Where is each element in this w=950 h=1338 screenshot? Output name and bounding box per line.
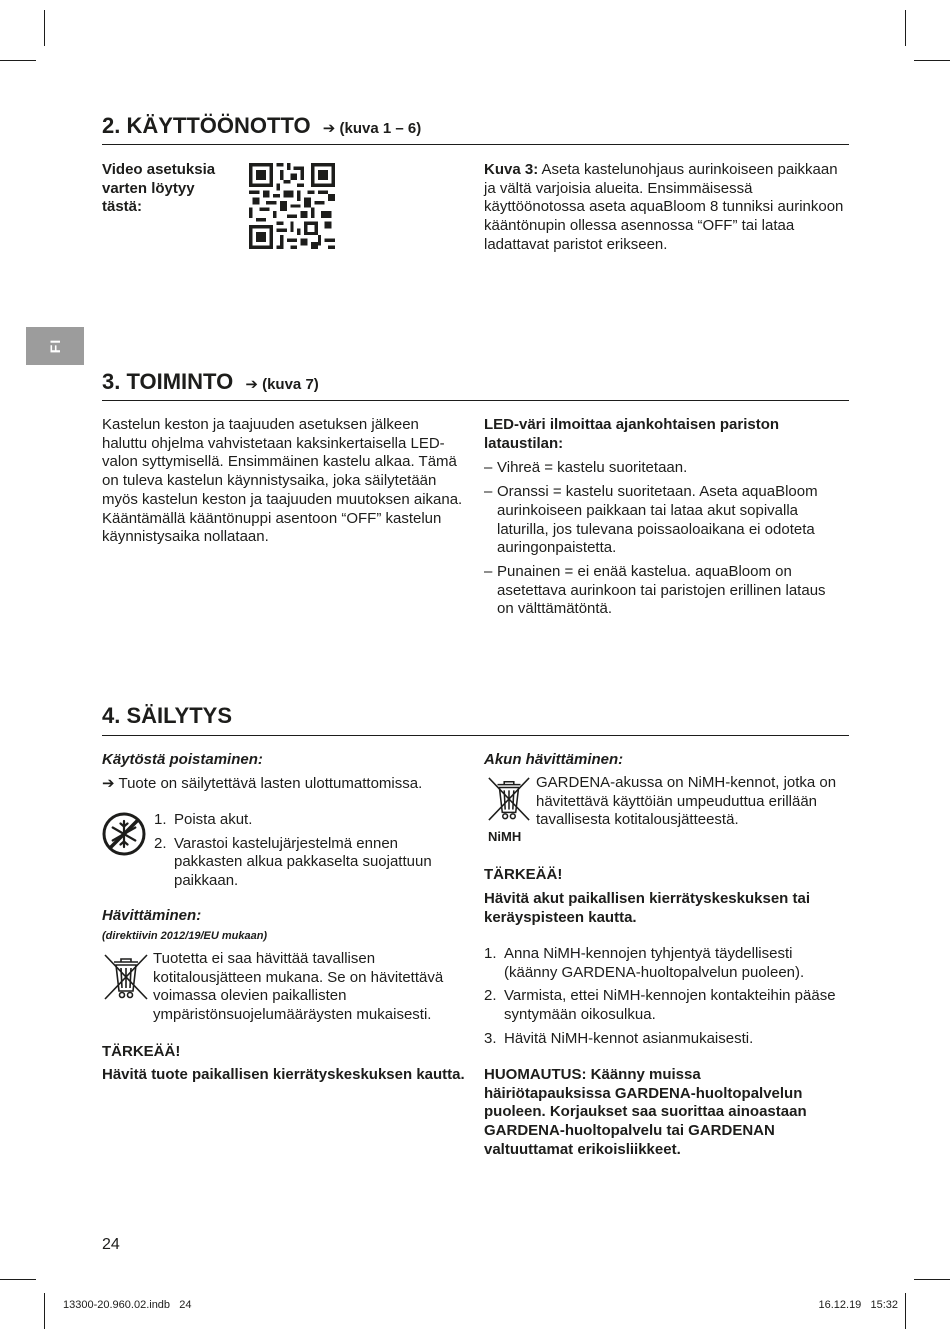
section-4-heading: 4. SÄILYTYS: [102, 703, 233, 728]
decommission-sentence: Tuote on säilytettävä lasten ulottumattomissa.: [118, 775, 423, 792]
kuva3-label: Kuva 3:: [484, 161, 539, 178]
section-rule: [102, 144, 849, 145]
decommission-text: [102, 775, 467, 794]
crossed-bin-icon: [102, 951, 150, 1003]
led-list: [484, 459, 846, 619]
important-text: Hävitä akut paikallisen kierrätyskeskuksen tai keräyspisteen kautta.: [484, 890, 811, 926]
battery-steps: [484, 945, 846, 1054]
service-note: HUOMAUTUS: Käänny muissa häiriötapauksissa GARDENA-huoltopalvelun puoleen. Korjaukset saa suorittaa ainoastaan GARDENA-huoltopalvelu tai GARDENAN valtuuttamat erikoisliikkeet.: [484, 1066, 807, 1158]
crop-mark: [0, 60, 36, 61]
section-rule: [102, 400, 849, 401]
section-2-title: [102, 113, 421, 139]
print-date: 16.12.19 15:32: [818, 1299, 898, 1311]
disposal-directive: (direktiivin 2012/19/EU mukaan): [102, 930, 268, 942]
step-text: Poista akut.: [174, 811, 253, 828]
battery-text: GARDENA-akussa on NiMH-kennot, jotka on hävitettävä käyttöiän umpeuduttua erillään tavallisesta kotitalousjätteestä.: [536, 774, 837, 829]
qr-code-icon: [249, 163, 335, 249]
battery-bin-icon: [486, 774, 532, 824]
important-label: TÄRKEÄÄ!: [484, 866, 563, 883]
page-number: 24: [102, 1236, 120, 1253]
battery-disposal-heading: Akun hävittäminen:: [484, 751, 624, 768]
crop-mark: [905, 1293, 906, 1329]
step-number: 2.: [154, 834, 167, 852]
section-3-title: [102, 369, 319, 395]
list-item: [154, 811, 467, 830]
crop-mark: [0, 1279, 36, 1280]
list-item: [154, 835, 467, 891]
crop-mark: [905, 10, 906, 46]
crop-mark: [44, 1293, 45, 1329]
no-frost-icon: [101, 811, 147, 857]
decommission-heading: Käytöstä poistaminen:: [102, 751, 263, 768]
step-text: Varmista, ettei NiMH-kennojen kontakteihin pääse syntymään oikosulkua.: [504, 987, 836, 1024]
important-text: Hävitä tuote paikallisen kierrätyskeskuksen kautta.: [102, 1066, 465, 1083]
section-3-ref: [245, 376, 318, 393]
language-tab: [26, 327, 84, 365]
step-text: Hävitä NiMH-kennot asianmukaisesti.: [504, 1029, 754, 1047]
step-text: Anna NiMH-kennojen tyhjentyä täydellisesti (käänny GARDENA-huoltopalvelun puoleen).: [504, 945, 805, 981]
section-4-title: [102, 703, 232, 729]
video-label: Video asetuksia varten löytyy tästä:: [102, 161, 216, 216]
list-item: [484, 987, 846, 1024]
crop-mark: [914, 1279, 950, 1280]
arrow-icon: ➔: [245, 376, 258, 393]
disposal-text: Tuotetta ei saa hävittää tavallisen kotitalousjätteen mukana. Se on hävitettävä voimassa olevien paikallisten ympäristönsuojelumääräysten mukaisesti.: [153, 950, 444, 1024]
arrow-icon: ➔: [322, 120, 336, 137]
list-item: [484, 1030, 846, 1049]
step-text: Varastoi kastelujärjestelmä ennen pakkasten alkua pakkaselta suojattuun paikkaan.: [174, 834, 432, 890]
storage-steps: [154, 811, 467, 896]
section-2-heading: 2. KÄYTTÖÖNOTTO: [102, 113, 311, 138]
figure-ref: (kuva 7): [262, 376, 319, 393]
led-info: [484, 416, 846, 624]
crop-mark: [914, 60, 950, 61]
disposal-heading: Hävittäminen:: [102, 907, 202, 924]
section-3-heading: 3. TOIMINTO: [102, 369, 234, 394]
section-rule: [102, 735, 849, 736]
language-code: FI: [47, 338, 63, 354]
step-number: 3.: [484, 1029, 497, 1047]
print-file-info: 13300-20.960.02.indb 24: [63, 1299, 192, 1311]
kuva3-paragraph: [484, 161, 846, 255]
figure-ref: (kuva 1 – 6): [339, 120, 422, 137]
step-number: 2.: [484, 987, 497, 1005]
arrow-icon: ➔: [102, 775, 115, 792]
led-heading: LED-väri ilmoittaa ajankohtaisen pariston lataustilan:: [484, 416, 780, 452]
list-item: – Punainen = ei enää kastelua. aquaBloom on asetettava aurinkoon tai paristojen erillinen lataus on välttämätöntä.: [484, 563, 846, 619]
section-2-ref: [323, 120, 421, 137]
list-item: – Vihreä = kastelu suoritetaan.: [484, 459, 846, 478]
important-label: TÄRKEÄÄ!: [102, 1043, 181, 1060]
list-item: [484, 945, 846, 982]
step-number: 1.: [154, 811, 167, 828]
nimh-label: NiMH: [488, 829, 522, 844]
function-paragraph: Kastelun keston ja taajuuden asetuksen jälkeen haluttu ohjelma vahvistetaan kaksinkertaisella LED-valon syttymisellä. Ensimmäinen kastelu alkaa. Tämä on tuleva kastelun käynnistysaika, joka säilytetään myös kastelun keston ja taajuuden muutoksen aikana. Kääntämällä kääntönuppi asentoon “OFF” kastelun käynnistysaika nollataan.: [102, 416, 463, 546]
step-number: 1.: [484, 945, 497, 962]
kuva3-text: Aseta kastelunohjaus aurinkoiseen paikkaan ja vältä varjoisia alueita. Ensimmäisessä käyttöönotossa aseta aquaBloom 8 tunniksi aurinkoon kääntönupin ollessa asennossa “OFF” tai lataa ladattavat paristot erikseen.: [484, 161, 844, 253]
list-item: – Oranssi = kastelu suoritetaan. Aseta aquaBloom aurinkoiseen paikkaan tai lataa akut sopivalla laturilla, jos tulevana poissaoloaikana ei odoteta auringonpaistetta.: [484, 483, 846, 558]
crop-mark: [44, 10, 45, 46]
